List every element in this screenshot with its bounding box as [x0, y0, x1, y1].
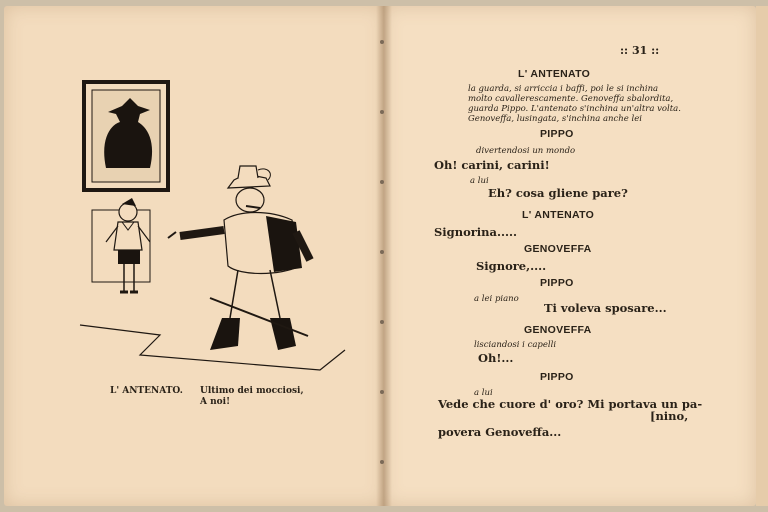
page-edges	[756, 6, 768, 506]
cartoon-illustration	[70, 70, 360, 380]
caption-speaker: L' ANTENATO.	[110, 386, 183, 396]
binding-stitch	[380, 250, 384, 254]
stage-direction: a lui	[470, 176, 489, 186]
dialogue-line: Oh! carini, carini!	[434, 158, 550, 172]
speaker-label: GENOVEFFA	[524, 243, 592, 255]
stage-direction: divertendosi un mondo	[476, 146, 576, 156]
stage-direction-line: la guarda, si arriccia i baffi, poi le si inchina	[468, 84, 659, 94]
caption-line: Ultimo dei mocciosi,	[200, 386, 304, 396]
binding-stitch	[380, 390, 384, 394]
stage-direction: a lui	[474, 388, 493, 398]
dialogue-line: Oh!...	[478, 351, 514, 365]
book-gutter	[376, 6, 392, 506]
stage-direction-block	[468, 84, 680, 124]
binding-stitch	[380, 320, 384, 324]
dialogue-line: Eh? cosa gliene pare?	[488, 186, 628, 200]
dialogue-line: [nino,	[650, 409, 689, 423]
stage-direction: a lei piano	[474, 294, 519, 304]
stage-direction-line: Genoveffa, lusingata, s'inchina anche lei	[468, 114, 642, 124]
speaker-label: GENOVEFFA	[524, 324, 592, 336]
binding-stitch	[380, 40, 384, 44]
caption-line: A noi!	[200, 397, 231, 407]
pippo-figure	[92, 198, 150, 292]
caption-dialogue	[200, 386, 304, 408]
speaker-label: PIPPO	[540, 371, 574, 383]
speaker-label: PIPPO	[540, 128, 574, 140]
speaker-label: L' ANTENATO	[522, 209, 595, 221]
binding-stitch	[380, 110, 384, 114]
stage-direction-line: molto cavallerescamente. Genoveffa sbalordita,	[468, 94, 674, 104]
ancestor-figure	[168, 166, 310, 350]
stage-direction-line: guarda Pippo. L'antenato s'inchina un'altra volta.	[468, 104, 681, 114]
binding-stitch	[380, 180, 384, 184]
dialogue-line: Ti voleva sposare...	[544, 301, 667, 315]
dialogue-line: Vede che cuore d' oro? Mi portava un pa-	[438, 397, 703, 411]
dialogue-line: Signorina.....	[434, 225, 518, 239]
speaker-label: PIPPO	[540, 277, 574, 289]
page-number: :: 31 ::	[620, 44, 660, 57]
stage-direction: lisciandosi i capelli	[474, 340, 557, 350]
speaker-label: L' ANTENATO	[518, 68, 591, 80]
portrait-frame	[84, 82, 168, 190]
dialogue-line: Signore,....	[476, 259, 547, 273]
binding-stitch	[380, 460, 384, 464]
dialogue-line: povera Genoveffa...	[438, 425, 562, 439]
